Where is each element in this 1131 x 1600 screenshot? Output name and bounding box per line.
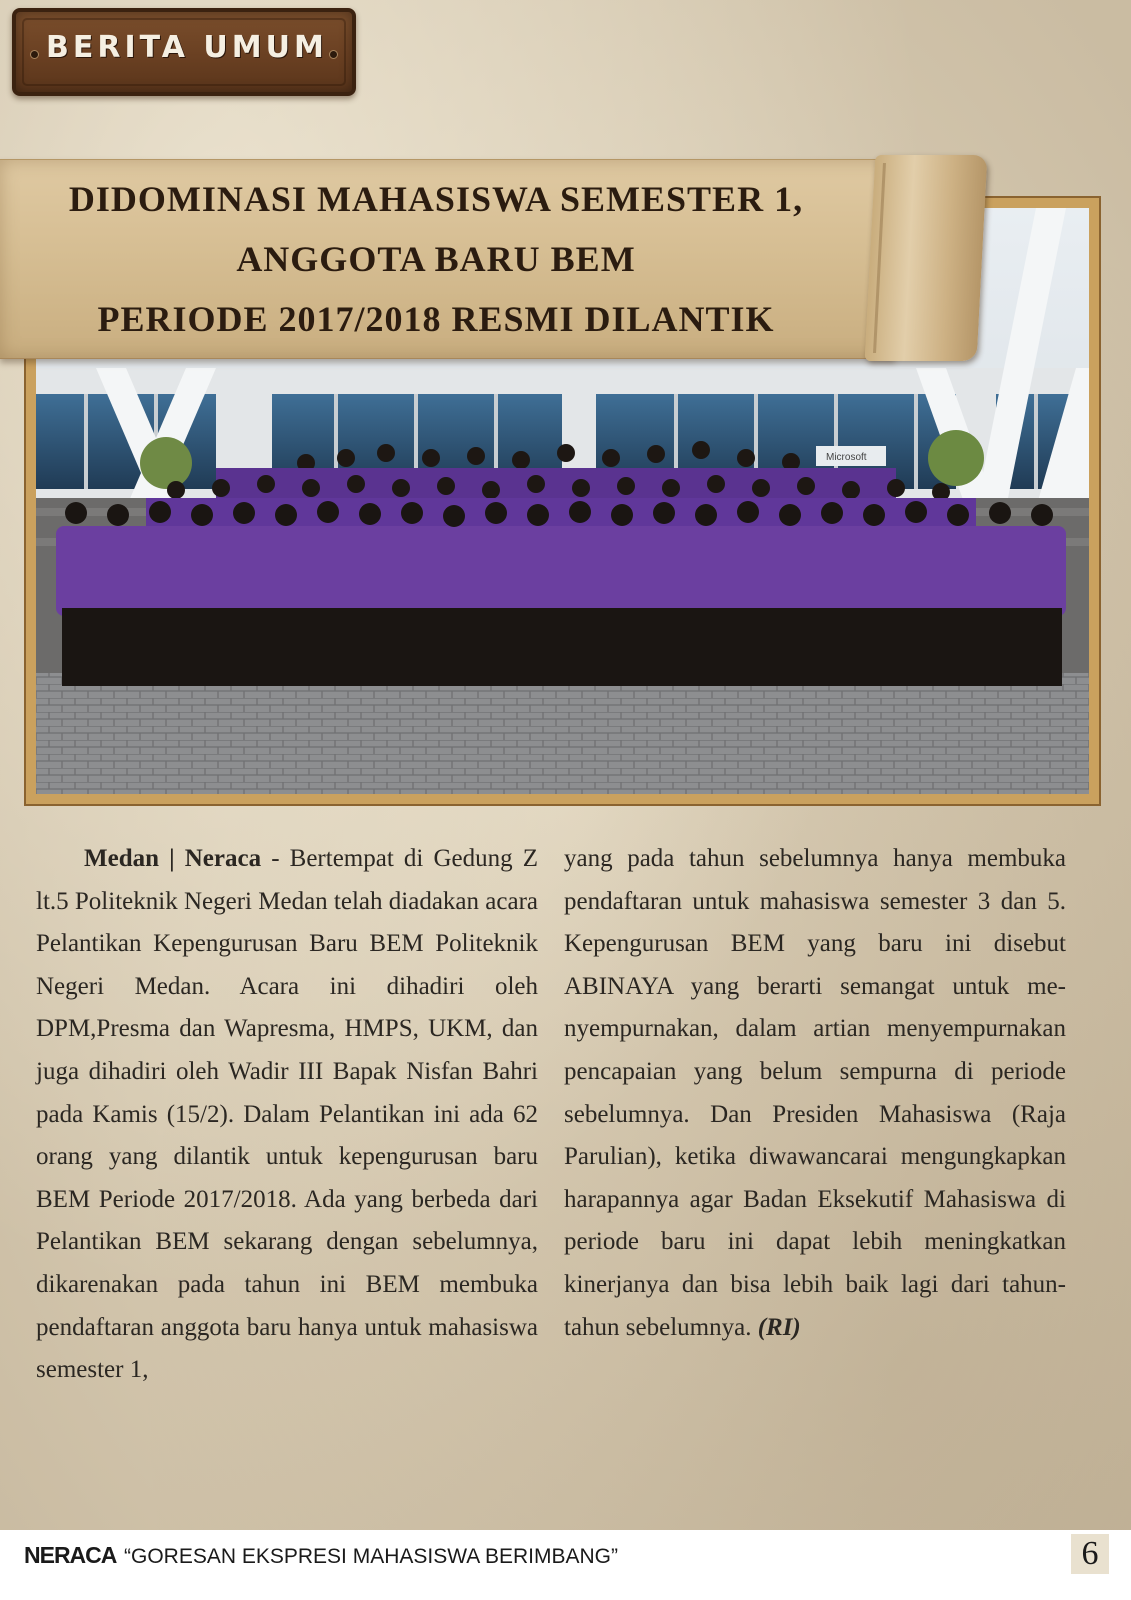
publication-name: NERACA [24, 1542, 117, 1568]
nail-icon [329, 50, 338, 59]
building-sign: Microsoft [826, 452, 867, 463]
headline-line: ANGGOTA BARU BEM [236, 239, 636, 279]
page-footer [0, 1530, 1131, 1600]
author-byline: (RI) [757, 1313, 801, 1341]
publication-tagline: “GORESAN EKSPRESI MAHASISWA BERIMBANG” [124, 1545, 618, 1568]
headline-line: PERIODE 2017/2018 RESMI DILANTIK [97, 299, 775, 339]
article-column-1 [36, 838, 538, 1392]
headline-scroll [0, 155, 990, 360]
page-number: 6 [1071, 1534, 1109, 1574]
headline [16, 169, 856, 349]
dateline: Medan | Neraca [84, 845, 262, 872]
section-label: BERITA UMUM [46, 30, 328, 65]
headline-line: DIDOMINASI MAHASISWA SEMESTER 1, [68, 179, 804, 219]
article-column-2 [564, 838, 1066, 1349]
paragraph-text: - Bertempat di Gedung Z lt.5 Politeknik Negeri Medan telah diadakan acara Pelantikan Kepengurusan Baru BEM Politeknik Negeri Medan. Acara ini dihadiri oleh DPM,Presma dan Wapresma, HMPS, UKM, dan juga dihadiri oleh Wadir III Bapak Nisfan Bahri pada Kamis (15/2). Dalam Pelantikan ini ada 62 orang yang dilantik untuk kepengurusan baru BEM Periode 2017/2018. Ada yang berbeda dari Pelantikan BEM sekarang dengan sebelumnya, dikarenakan pada tahun ini BEM membuka pendaftaran anggota baru hanya untuk mahasiswa semester 1, [36, 845, 538, 1384]
paragraph-text: yang pada tahun sebelumnya hanya membuka pendaftaran untuk mahasiswa semester 3 dan 5. Kepengurusan BEM yang baru ini disebut ABINAYA yang berarti semangat untuk menyempurnakan, dalam artian menyempurnakan pencapaian yang belum sempurna di periode sebelumnya. Dan Presiden Mahasiswa (Raja Parulian), ketika diwawancarai mengungkapkan harapannya agar Badan Eksekutif Mahasiswa di periode baru ini dapat lebih meningkatkan kinerjanya dan bisa lebih baik lagi dari tahun-tahun sebelumnya. [564, 845, 1066, 1341]
nail-icon [30, 50, 39, 59]
section-sign [12, 8, 356, 96]
scroll-roll [865, 155, 988, 361]
